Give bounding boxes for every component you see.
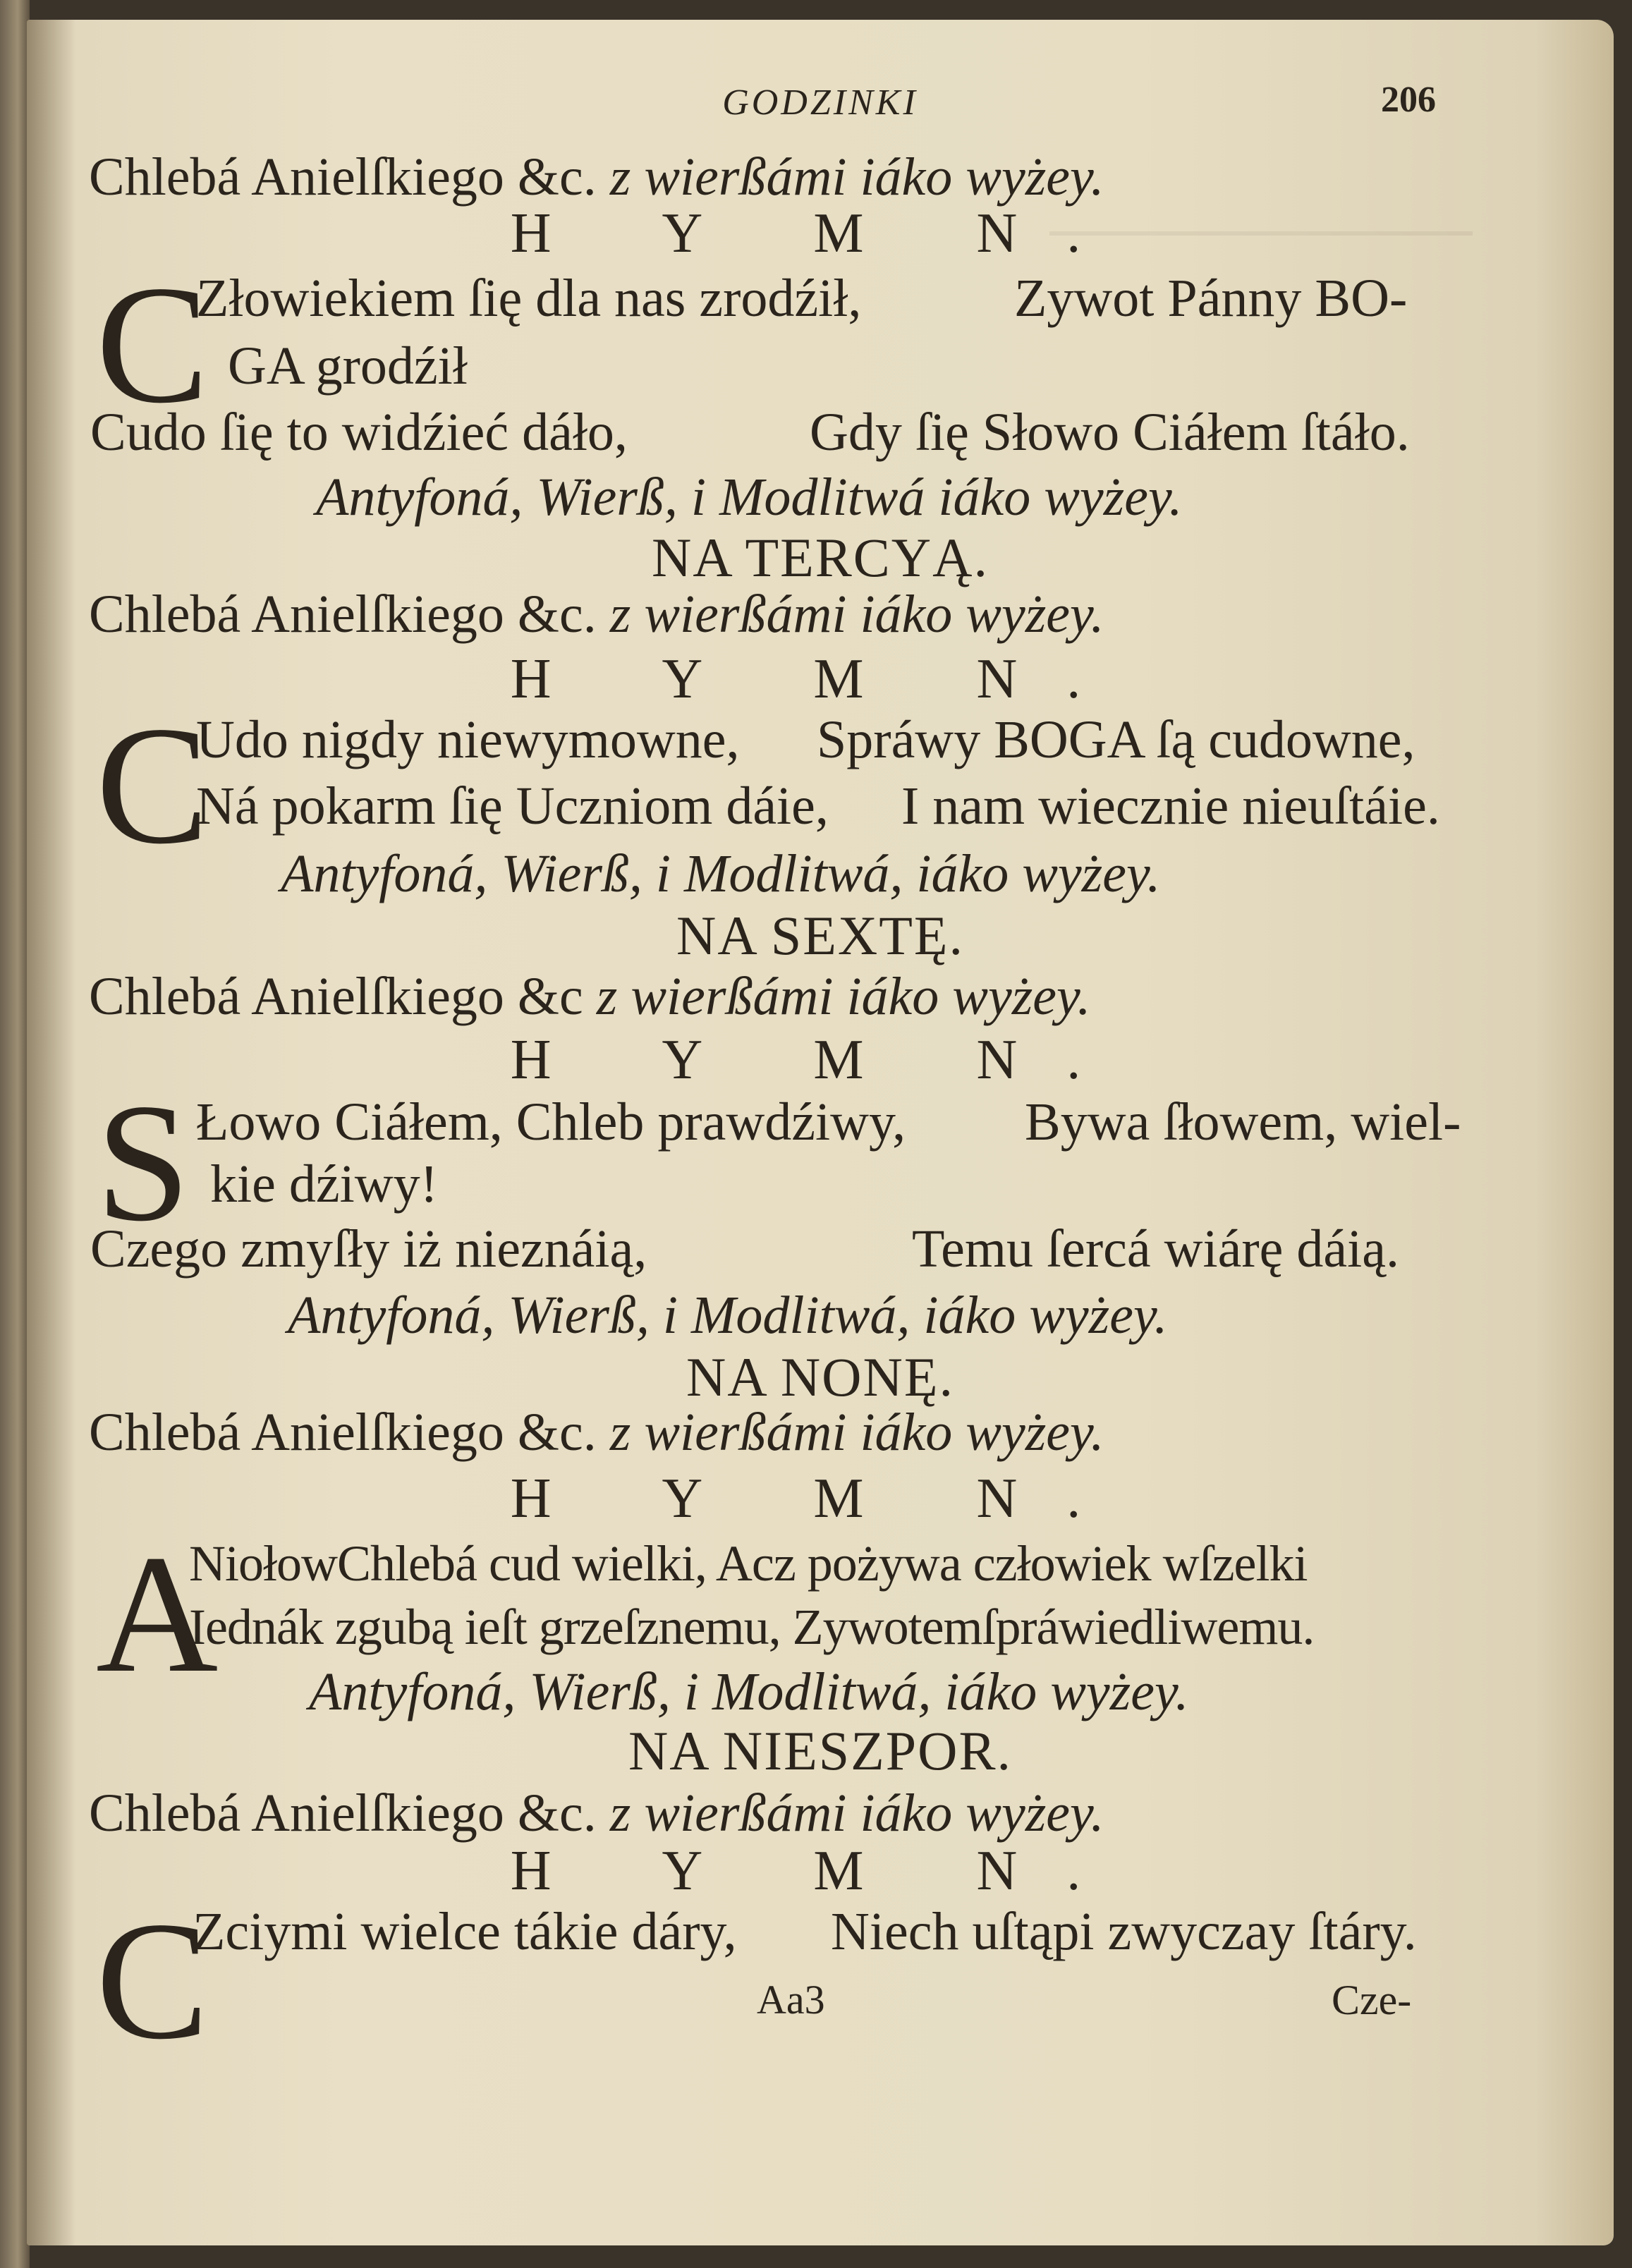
book-page — [27, 20, 1614, 2245]
verse-line: Ná pokarm ſię Uczniom dáie, — [196, 776, 829, 836]
running-header-title: GODZINKI — [722, 83, 918, 123]
verse-line: Temu ſercá wiárę dáią. — [912, 1219, 1399, 1279]
verse-line: kie dźiwy! — [210, 1154, 438, 1214]
section-heading: NA SEXTĘ. — [676, 905, 964, 966]
rubric-line — [89, 966, 1091, 1028]
verse-line: Spráwy BOGA ſą cudowne, — [817, 710, 1415, 769]
rubric-italic: z wierßámi iáko wyżey. — [609, 585, 1104, 644]
rubric-italic: z wierßámi iáko wyżey. — [609, 1403, 1104, 1462]
hymn-heading: H Y M N. — [510, 1468, 1131, 1530]
hymn-heading: H Y M N. — [510, 202, 1131, 264]
verse-line: NiołowChlebá cud wielki, Acz pożywa człowiek wſzelki — [189, 1535, 1308, 1592]
drop-cap-initial: C — [96, 691, 209, 879]
verse-line: GA grodźił — [228, 336, 468, 396]
page-gutter-shadow — [27, 20, 76, 2245]
antiphon-line: Antyfoná, Wierß, i Modlitwá, iáko wyżey. — [309, 1662, 1189, 1721]
hymn-heading: H Y M N. — [510, 648, 1131, 710]
antiphon-line: Antyfoná, Wierß, i Modlitwá, iáko wyżey. — [281, 844, 1161, 903]
rubric-line — [89, 1402, 1104, 1463]
catchword: Cze- — [1332, 1977, 1412, 2023]
hymn-heading: H Y M N. — [510, 1840, 1131, 1902]
section-heading: NA TERCYĄ. — [652, 527, 989, 588]
rubric-line — [89, 584, 1104, 645]
page-number: 206 — [1381, 80, 1436, 120]
rubric-italic: z wierßámi iáko wyżey. — [609, 1784, 1104, 1843]
section-heading: NA NONĘ. — [686, 1346, 954, 1408]
verse-line: Bywa ſłowem, wiel- — [1025, 1092, 1461, 1152]
rubric-italic: z wierßámi iáko wyżey. — [609, 147, 1104, 207]
verse-line: Łowo Ciáłem, Chleb prawdźiwy, — [196, 1092, 906, 1152]
verse-line: Zciymi wielce tákie dáry, — [193, 1902, 737, 1961]
drop-cap-initial: C — [96, 250, 209, 438]
antiphon-line: Antyfoná, Wierß, i Modlitwá, iáko wyżey. — [288, 1286, 1168, 1345]
rubric-line — [89, 1783, 1104, 1844]
verse-line: Niech uſtąpi zwyczay ſtáry. — [831, 1902, 1417, 1961]
section-heading: NA NIESZPOR. — [628, 1720, 1013, 1781]
verse-line: Czego zmyſły iż nieznáią, — [90, 1219, 647, 1279]
rubric-text: Chlebá Anielſkiego &c. — [89, 1403, 610, 1462]
antiphon-line: Antyfoná, Wierß, i Modlitwá iáko wyżey. — [316, 468, 1183, 527]
rubric-text: Chlebá Anielſkiego &c. — [89, 1784, 610, 1843]
rubric-italic: z wierßámi iáko wyżey. — [596, 967, 1091, 1026]
verse-line: Złowiekiem ſię dla nas zrodźił, — [196, 269, 862, 328]
verse-line: Udo nigdy niewymowne, — [196, 710, 740, 769]
verse-line: Zywot Pánny BO- — [1014, 269, 1408, 328]
verse-line: I nam wiecznie nieuſtáie. — [901, 776, 1440, 836]
rubric-text: Chlebá Anielſkiego &c. — [89, 585, 610, 644]
rubric-text: Chlebá Anielſkiego &c — [89, 967, 597, 1026]
verse-line: Cudo ſię to widźieć dáło, — [90, 403, 628, 462]
drop-cap-initial: S — [96, 1068, 190, 1256]
rubric-text: Chlebá Anielſkiego &c. — [89, 147, 610, 207]
drop-cap-initial: C — [96, 1886, 209, 2074]
drop-cap-initial: A — [96, 1520, 219, 1707]
facing-page-edge — [0, 0, 30, 2268]
verse-line: Gdy ſię Słowo Ciáłem ſtáło. — [810, 403, 1410, 462]
hymn-heading: H Y M N. — [510, 1029, 1131, 1091]
rubric-line — [89, 147, 1104, 208]
verse-line: Iednák zgubą ieſt grzeſznemu, Zywotemſpráwiedliwemu. — [189, 1599, 1315, 1655]
signature-mark: Aa3 — [757, 1977, 825, 2023]
